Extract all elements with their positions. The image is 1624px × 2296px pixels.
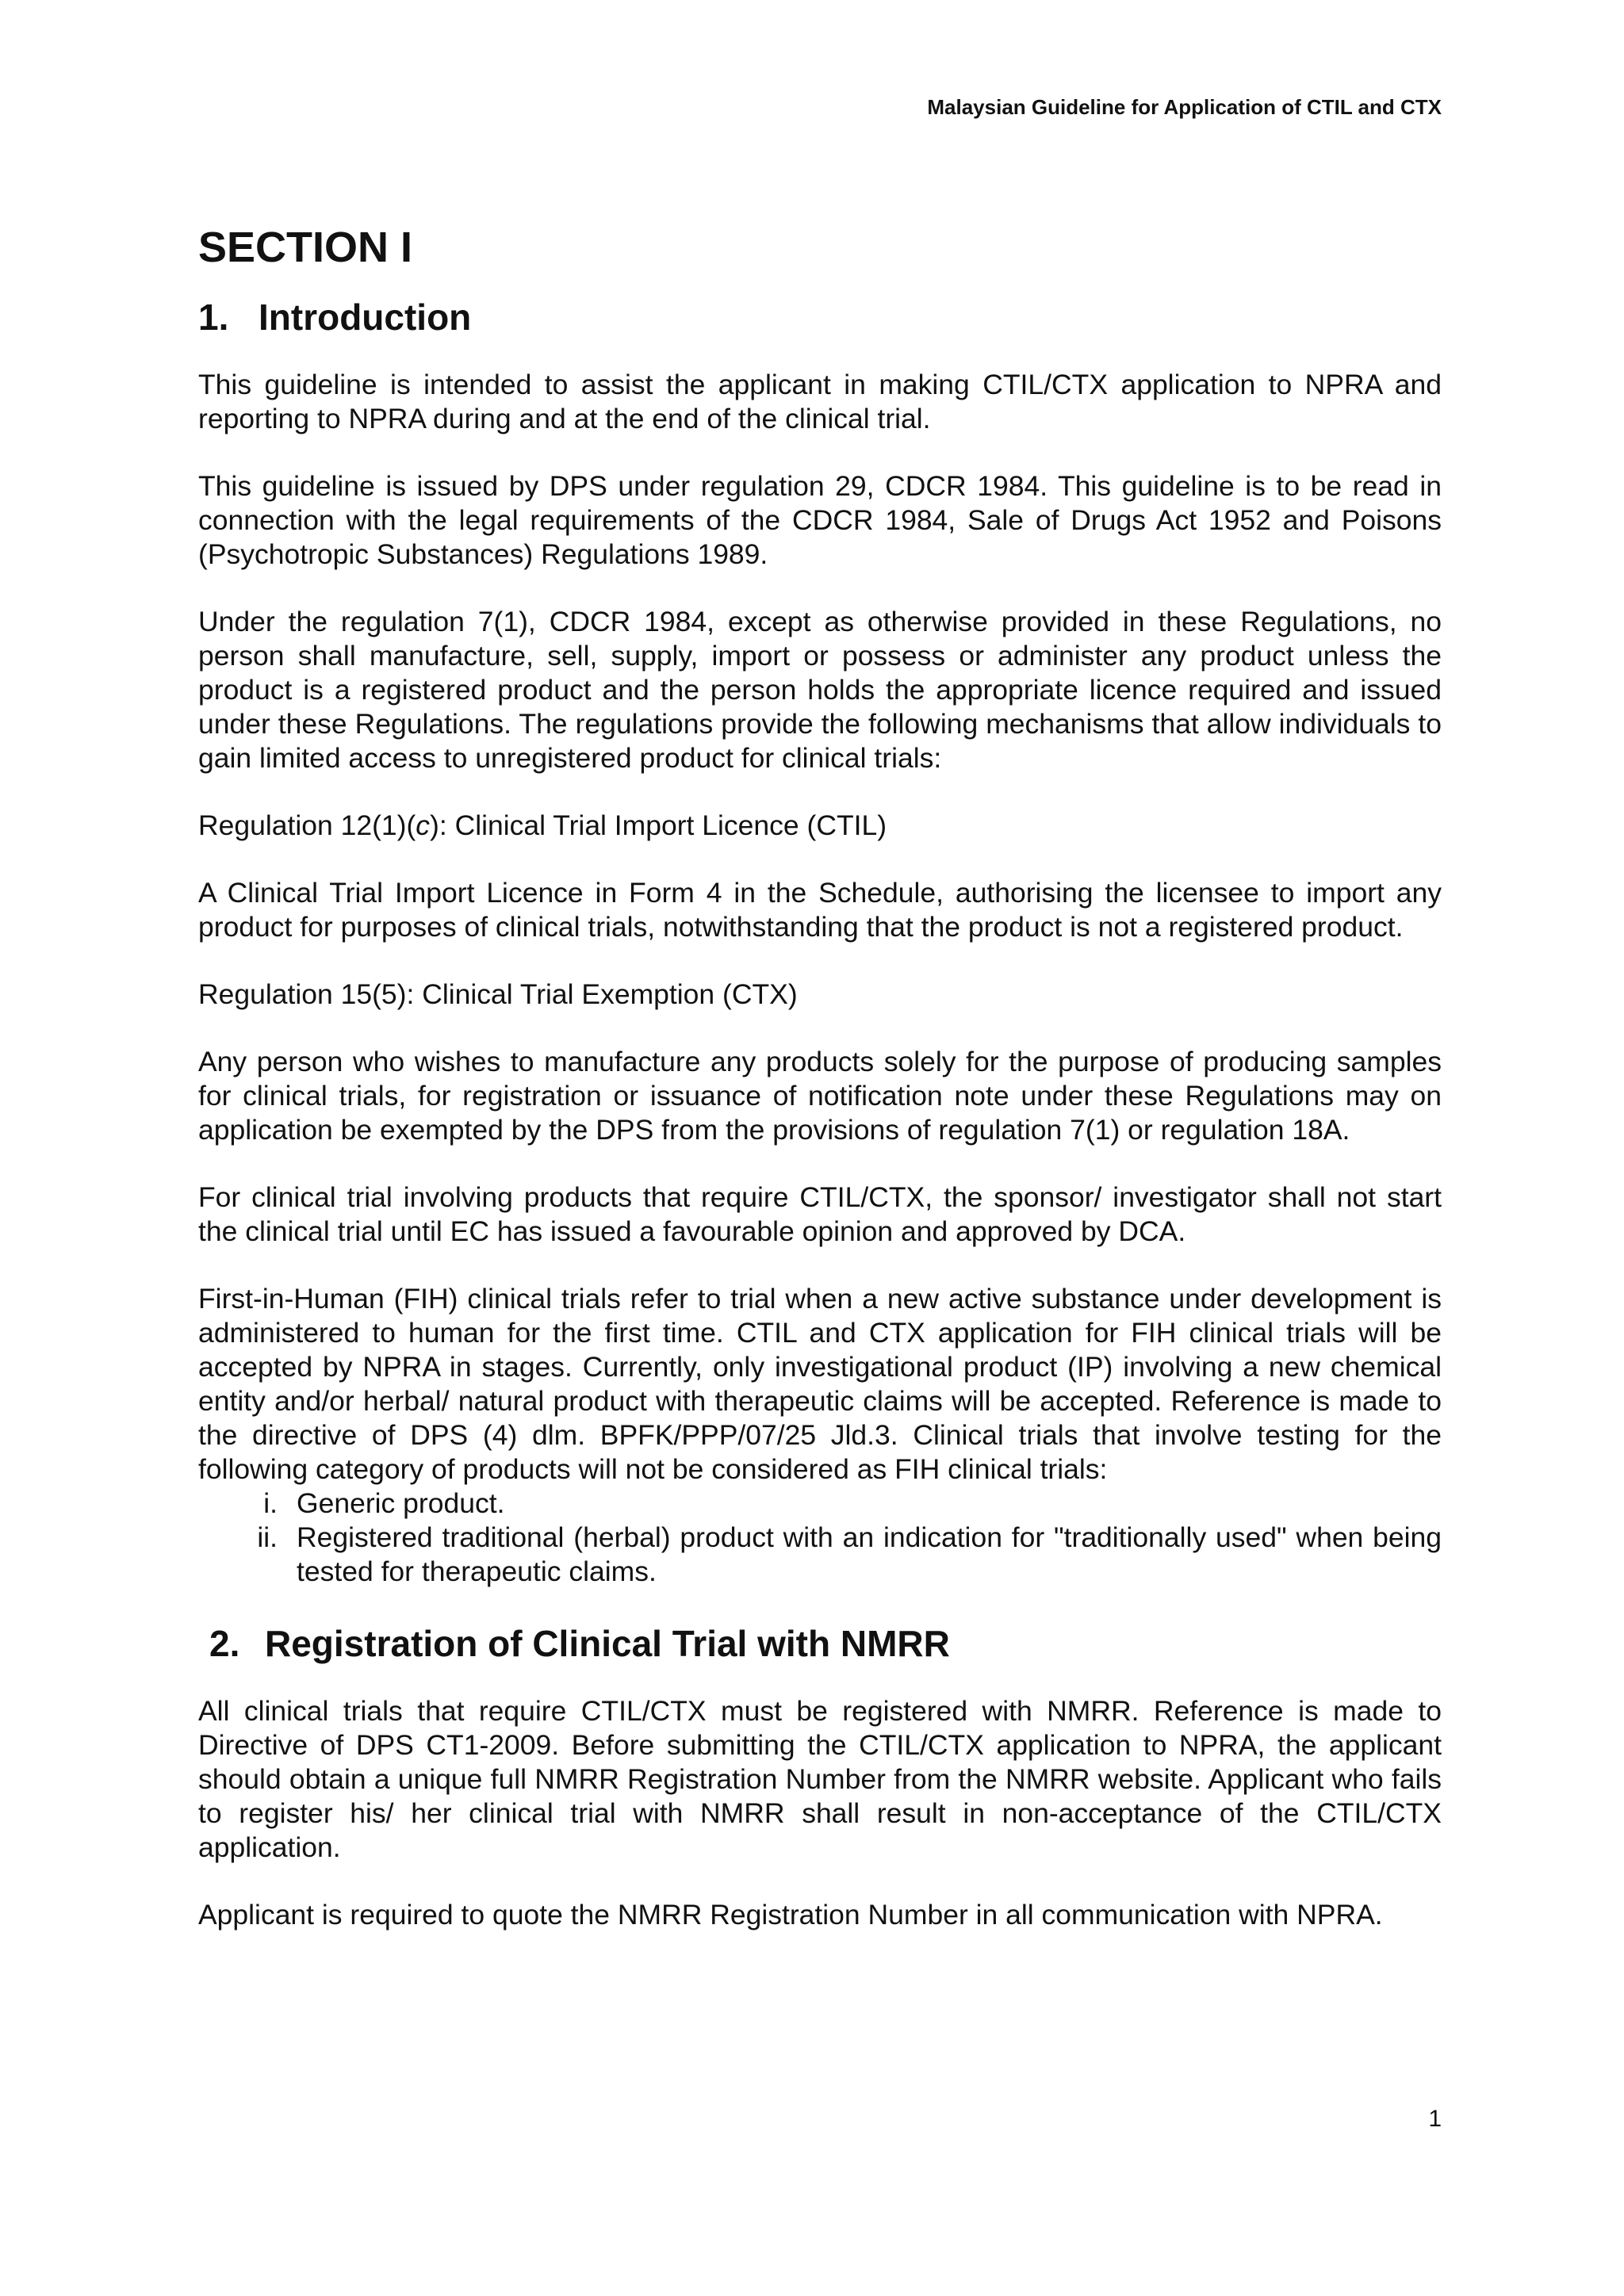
regulation-ctx-line: Regulation 15(5): Clinical Trial Exemption (CTX) bbox=[198, 978, 798, 1010]
heading-registration bbox=[209, 1622, 1442, 1666]
paragraph: Under the regulation 7(1), CDCR 1984, except as otherwise provided in these Regulations, no person shall manufacture, sell, supply, import or possess or administer any product unless the product is a registered product and the person holds the appropriate licence required and issued under these Regulations. The regulations provide the following mechanisms that allow individuals to gain limited access to unregistered product for clinical trials: bbox=[198, 605, 1442, 774]
heading-number: 2. bbox=[209, 1622, 240, 1664]
list-item-text: Generic product. bbox=[297, 1487, 505, 1519]
paragraph: A Clinical Trial Import Licence in Form 4 in the Schedule, authorising the licensee to import any product for purposes of clinical trials, notwithstanding that the product is not a registered product. bbox=[198, 876, 1442, 943]
section-title: SECTION I bbox=[198, 224, 413, 271]
paragraph: This guideline is issued by DPS under regulation 29, CDCR 1984. This guideline is to be read in connection with the legal requirements of the CDCR 1984, Sale of Drugs Act 1952 and Poisons (Psychotropic Substances) Regulations 1989. bbox=[198, 469, 1442, 570]
paragraph: For clinical trial involving products that require CTIL/CTX, the sponsor/ investigator shall not start the clinical trial until EC has issued a favourable opinion and approved by DCA. bbox=[198, 1181, 1442, 1247]
regulation-prefix: Regulation 12(1)( bbox=[198, 809, 416, 841]
heading-text: Introduction bbox=[259, 296, 472, 338]
regulation-suffix: ): Clinical Trial Import Licence (CTIL) bbox=[430, 809, 887, 841]
heading-introduction bbox=[198, 296, 1442, 339]
paragraph: All clinical trials that require CTIL/CTX must be registered with NMRR. Reference is made to Directive of DPS CT1-2009. Before submitting the CTIL/CTX application to NPRA, the applicant should obtain a unique full NMRR Registration Number from the NMRR website. Applicant who fails to register his/ her clinical trial with NMRR shall result in non-acceptance of the CTIL/CTX application. bbox=[198, 1695, 1442, 1864]
running-header: Malaysian Guideline for Application of CTIL and CTX bbox=[927, 95, 1442, 119]
list-item bbox=[198, 1521, 1442, 1589]
list-marker: i. bbox=[263, 1487, 278, 1519]
list-item bbox=[198, 1487, 1442, 1521]
regulation-ctil-line bbox=[198, 809, 1442, 843]
paragraph: First-in-Human (FIH) clinical trials refer to trial when a new active substance under development is administered to human for the first time. CTIL and CTX application for FIH clinical trials will be accepted by NPRA in stages. Currently, only investigational product (IP) involving a new chemical entity and/or herbal/ natural product with therapeutic claims will be accepted. Reference is made to the directive of DPS (4) dlm. BPFK/PPP/07/25 Jld.3. Clinical trials that involve testing for the following category of products will not be considered as FIH clinical trials: bbox=[198, 1282, 1442, 1485]
page-number: 1 bbox=[1428, 2106, 1442, 2132]
page-content bbox=[198, 222, 1442, 1965]
list-marker: ii. bbox=[257, 1521, 278, 1553]
list-item-text: Registered traditional (herbal) product with an indication for "traditionally used" when being tested for therapeutic claims. bbox=[297, 1521, 1442, 1587]
heading-number: 1. bbox=[198, 296, 229, 338]
paragraph: Any person who wishes to manufacture any products solely for the purpose of producing samples for clinical trials, for registration or issuance of notification note under these Regulations may on application be exempted by the DPS from the provisions of regulation 7(1) or regulation 18A. bbox=[198, 1045, 1442, 1146]
paragraph: This guideline is intended to assist the applicant in making CTIL/CTX application to NPRA and reporting to NPRA during and at the end of the clinical trial. bbox=[198, 368, 1442, 434]
regulation-italic: c bbox=[416, 809, 431, 841]
paragraph: Applicant is required to quote the NMRR Registration Number in all communication with NPRA. bbox=[198, 1899, 1383, 1931]
roman-list bbox=[198, 1487, 1442, 1589]
heading-text: Registration of Clinical Trial with NMRR bbox=[265, 1622, 950, 1664]
